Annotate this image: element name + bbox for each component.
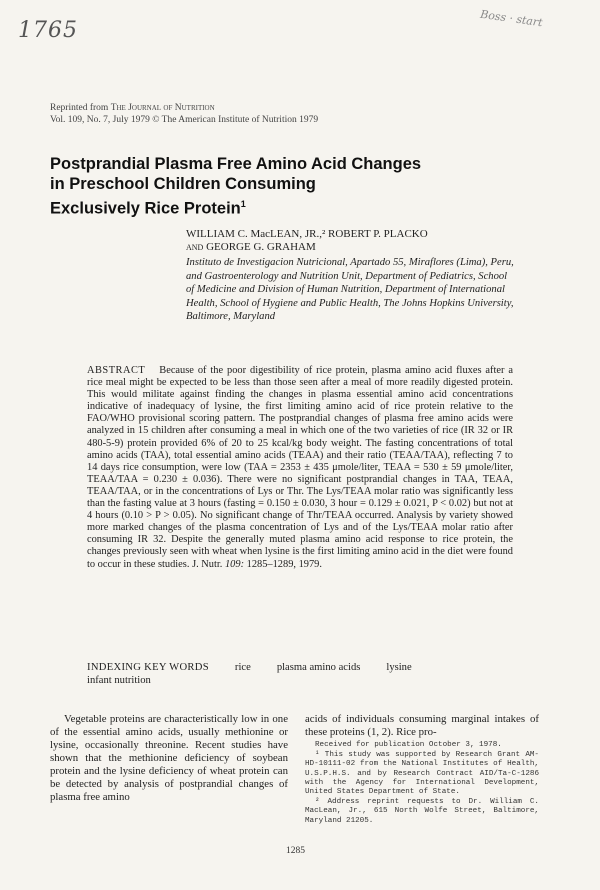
keyword-term: infant nutrition [87,675,151,686]
reprint-line-1: Reprinted from The Journal of Nutrition [50,103,215,113]
page-number: 1285 [286,846,305,856]
footnote-received: Received for publication October 3, 1978. [315,741,502,749]
handwritten-number: 1765 [18,18,78,43]
footnote-1: ¹ This study was supported by Research Grant AM-HD-10111-02 from the National Institutes of Health, U.S.P.H.S. and by Research Contract AID/Ta-C-1286 with the Agency for International Development, United States Department of State. [305,751,539,797]
abstract-text: Because of the poor digestibility of rice protein, plasma amino acid fluxes after a rice meal might be expected to be less than those seen after a meal of more readily digested protein. This would militate against finding the changes in plasma essential amino acid concentrations indicative of inadequacy of lysine, the first limiting amino acid of rice protein relative to the FAO/WHO provisional scoring pattern. The postprandial changes of plasma free amino acids were analyzed in 15 children after consuming a meal in which one of the two varieties of rice (IR 32 or IR 480-5-9) protein provided 6% of 20 to 25 kcal/kg body weight. The fasting concentrations of total amino acids (TAA), total essential amino acids (TEAA) and their ratio (TEAA/TAA), reflecting 7 to 14 days rice consumption, were low (TAA = 2353 ± 435 μmole/liter, TEAA = 530 ± 59 μmole/liter, TEAA/TAA = 0.230 ± 0.036). There were no significant postprandial changes in TAA, TEAA, TEAA/TAA, or in the concentrations of Lys or Thr. The Lys/TEAA molar ratio was significantly less than the fasting value at 3 hours (fasting = 0.150 ± 0.030, 3 hour = 0.129 ± 0.021, P < 0.02) but not at 4 hours (0.10 > P > 0.05). No significant change of Thr/TEAA occurred. Analysis by variety showed more marked changes of the plasma concentration of Lys and of the Lys/TEAA molar ratio after consuming IR 32. Despite the generally muted plasma amino acid response to rice protein, the changes previously seen with wheat when lysine is the first limiting amino acid in the diet were found to occur in these studies. [87,365,513,570]
footnotes [305,741,539,827]
handwritten-note: Boss · start [479,7,544,30]
footnote-2: ² Address reprint requests to Dr. William C. MacLean, Jr., 615 North Wolfe Street, Baltimore, Maryland 21205. [305,798,539,825]
body-text-left-column: Vegetable proteins are characteristically low in one of the essential amino acids, usually methionine or lysine, occasionally threonine. Recent studies have shown that the methionine deficiency of soybean protein and the lysine deficiency of wheat protein can be detected by analysis of postprandial changes of plasma free amino [50,713,288,803]
keyword-term: lysine [386,662,412,673]
article-title: Postprandial Plasma Free Amino Acid Changes in Preschool Children Consuming Exclusively Rice Protein$^1$ [50,155,422,218]
reprint-notice [50,102,318,126]
journal-name: The Journal of Nutrition [110,103,215,113]
abstract [87,365,513,571]
indexing-key-words [87,661,513,687]
author-list: WILLIAM C. MacLEAN, JR.,² ROBERT P. PLACKO and GEORGE G. GRAHAM [186,228,428,253]
abstract-label: ABSTRACT [87,365,146,376]
keyword-term: rice [234,662,251,673]
reprint-line-2: Vol. 109, No. 7, July 1979 © The American Institute of Nutrition 1979 [50,115,319,125]
body-text-right-column: acids of individuals consuming marginal intakes of these proteins (1, 2). Rice pro- [305,713,539,738]
abstract-citation: J. Nutr. 109: 1285–1289, 1979. [192,558,322,570]
affiliation: Instituto de Investigacion Nutricional, Apartado 55, Miraflores (Lima), Peru, and Gastroenterology and Nutrition Unit, Department of Pediatrics, School of Medicine and Division of Human Nutrition, Department of International Health, School of Hygiene and Public Health, The Johns Hopkins University, Baltimore, Maryland [186,257,514,322]
keyword-term: plasma amino acids [276,662,361,673]
title-footnote-mark: 1 [240,199,246,209]
keywords-label: INDEXING KEY WORDS [87,662,209,673]
